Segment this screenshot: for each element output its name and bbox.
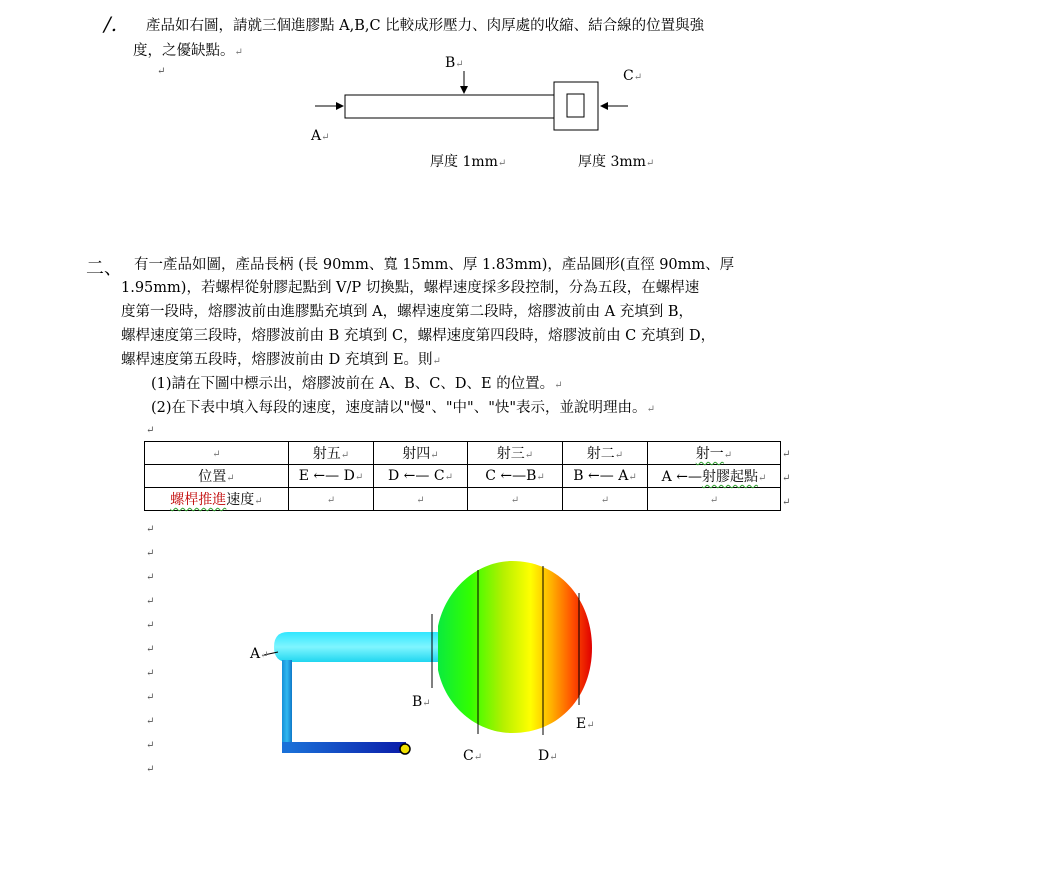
runner-horizontal [282, 742, 406, 753]
q2-line-5: 螺桿速度第五段時，熔膠波前由 D 充填到 E。則↵ [121, 352, 441, 368]
table-header-cell[interactable]: 射四↵ [374, 442, 468, 465]
product-handle [274, 632, 440, 662]
row-end-mark: ↵ [782, 497, 791, 508]
q1-line-2: 度，之優缺點。↵ [133, 43, 243, 59]
paragraph-mark: ↵ [146, 548, 155, 559]
label-b: B↵ [445, 55, 464, 71]
q2-line-1: 有一產品如圖，產品長柄 (長 90mm、寬 15mm、厚 1.83mm)，產品圓形(直徑 90mm、厚 [134, 257, 735, 273]
paragraph-mark: ↵ [146, 740, 155, 751]
q2-sub-2: (2)在下表中填入每段的速度，速度請以"慢"、"中"、"快"表示，並說明理由。↵ [151, 400, 655, 416]
paragraph-mark: ↵ [146, 572, 155, 583]
q2-line-2: 1.95mm)，若螺桿從射膠起點到 V/P 切換點，螺桿速度採多段控制，分為五段，在螺桿速 [121, 280, 700, 296]
table-row-label[interactable]: 位置↵ [145, 465, 289, 488]
thin-bar-part [345, 95, 554, 118]
paragraph-mark: ↵ [146, 644, 155, 655]
inner-hole [567, 94, 584, 117]
fig2-label-b: B↵ [412, 694, 431, 710]
gate-b-arrow-icon [460, 86, 468, 94]
sprue-gate-icon [400, 744, 410, 754]
speed-input-cell[interactable]: ↵ [374, 488, 468, 511]
label-c: C↵ [623, 68, 643, 84]
q2-sub-1: (1)請在下圖中標示出，熔膠波前在 A、B、C、D、E 的位置。↵ [151, 376, 563, 392]
table-cell[interactable]: E ←— D↵ [289, 465, 374, 488]
speed-input-cell[interactable]: ↵ [289, 488, 374, 511]
question-2-number: 二、 [86, 258, 122, 279]
gate-a-arrow-icon [336, 102, 344, 110]
table-cell[interactable]: C ←—B↵ [468, 465, 563, 488]
table-header-cell[interactable]: 射二↵ [563, 442, 648, 465]
table-row-label[interactable]: 螺桿推進速度↵ [145, 488, 289, 511]
speed-input-cell[interactable]: ↵ [468, 488, 563, 511]
row-end-mark: ↵ [782, 473, 791, 484]
paragraph-mark: ↵ [146, 668, 155, 679]
paragraph-mark: ↵ [146, 716, 155, 727]
gate-c-arrow-icon [600, 102, 608, 110]
paragraph-mark: ↵ [146, 764, 155, 775]
table-cell[interactable]: B ←— A↵ [563, 465, 648, 488]
speed-input-cell[interactable]: ↵ [563, 488, 648, 511]
q2-line-3: 度第一段時，熔膠波前由進膠點充填到 A，螺桿速度第二段時，熔膠波前由 A 充填到 B， [121, 304, 694, 320]
table-cell[interactable]: ↵ [145, 442, 289, 465]
paragraph-mark: ↵ [146, 425, 155, 436]
row-end-mark: ↵ [782, 449, 791, 460]
table-header-row [145, 442, 781, 465]
thickness-3mm-label: 厚度 3mm↵ [578, 154, 655, 170]
runner-vertical [282, 660, 292, 750]
table-header-cell[interactable]: 射五↵ [289, 442, 374, 465]
speed-table [144, 441, 781, 511]
paragraph-mark: ↵ [146, 524, 155, 535]
fig2-label-a: A↵ [250, 646, 269, 662]
fig2-label-d: D↵ [538, 748, 558, 764]
q2-line-4: 螺桿速度第三段時，熔膠波前由 B 充填到 C，螺桿速度第四段時，熔膠波前由 C 充填到 D， [121, 328, 716, 344]
q1-text-line-2: 度，之優缺點。 [133, 43, 235, 59]
paragraph-mark: ↵ [157, 66, 166, 77]
table-row [145, 465, 781, 488]
paragraph-mark: ↵ [146, 620, 155, 631]
product-disc [438, 561, 592, 733]
question-1-number: /. [104, 12, 118, 36]
label-a: A↵ [311, 128, 330, 144]
thickness-1mm-label: 厚度 1mm↵ [430, 154, 507, 170]
paragraph-mark: ↵ [146, 596, 155, 607]
table-cell[interactable]: D ←— C↵ [374, 465, 468, 488]
table-header-cell[interactable]: 射三↵ [468, 442, 563, 465]
table-cell[interactable]: A ←—射膠起點↵ [648, 465, 781, 488]
paragraph-mark: ↵ [146, 692, 155, 703]
table-row [145, 488, 781, 511]
speed-input-cell[interactable]: ↵ [648, 488, 781, 511]
table-header-cell[interactable]: 射一↵ [648, 442, 781, 465]
fig2-label-c: C↵ [463, 748, 483, 764]
fig2-label-e: E↵ [576, 716, 595, 732]
q1-text-line-1: 產品如右圖，請就三個進膠點 A,B,C 比較成形壓力、肉厚處的收縮、結合線的位置與強 [146, 18, 705, 34]
